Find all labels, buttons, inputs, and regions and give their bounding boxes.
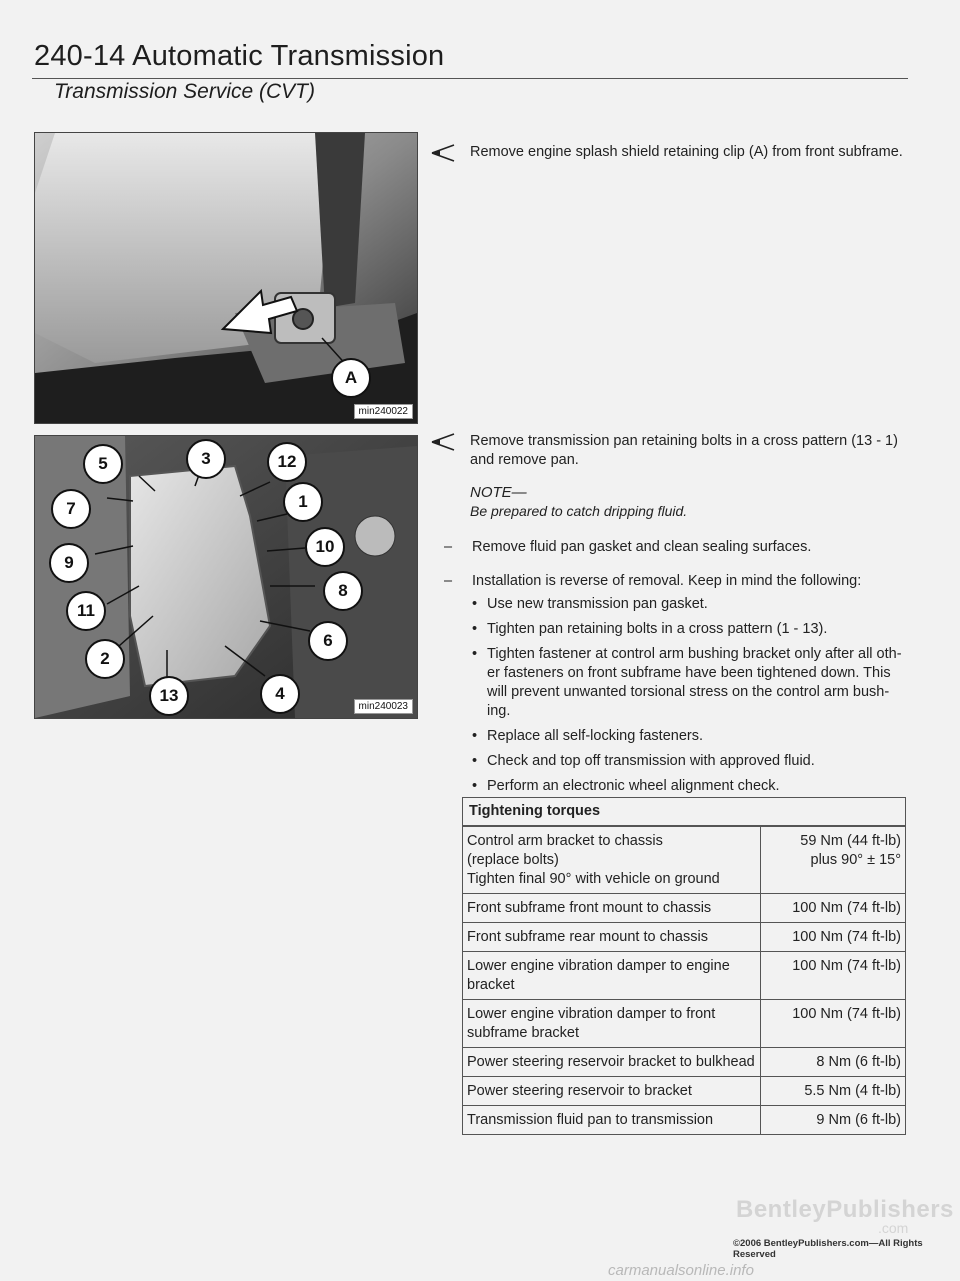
torque-item: Lower engine vibration damper to engine bracket (463, 952, 761, 1000)
torque-value: 5.5 Nm (4 ft-lb) (761, 1077, 906, 1106)
step-text: Remove engine splash shield retaining clip (A) from front subframe. (470, 144, 903, 160)
callout-label: 7 (51, 489, 91, 529)
section-subtitle: Transmission Service (CVT) (54, 80, 315, 103)
callout-label: 5 (83, 444, 123, 484)
callout-label: 12 (267, 442, 307, 482)
step-remove-pan-bolts (430, 432, 910, 470)
torque-value: 100 Nm (74 ft-lb) (761, 923, 906, 952)
callout-label: A (331, 358, 371, 398)
callout-label: 11 (66, 591, 106, 631)
list-item: • Use new transmission pan gasket. (470, 595, 910, 614)
list-item: • Check and top off transmission with approved fluid. (470, 752, 910, 771)
table-caption: Tightening torques (463, 798, 906, 827)
torque-item: Power steering reservoir to bracket (463, 1077, 761, 1106)
pointer-arrow-icon (430, 433, 458, 451)
dash-step-installation: – Installation is reverse of removal. Keep in mind the following: (444, 573, 862, 589)
note-heading: NOTE— (470, 484, 527, 501)
torque-value: 100 Nm (74 ft-lb) (761, 1000, 906, 1048)
table-row (463, 894, 906, 923)
callout-label: 2 (85, 639, 125, 679)
torque-value: 59 Nm (44 ft-lb) plus 90° ± 15° (761, 826, 906, 894)
table-row (463, 1106, 906, 1135)
torque-value: 100 Nm (74 ft-lb) (761, 894, 906, 923)
torque-item: Lower engine vibration damper to front subframe bracket (463, 1000, 761, 1048)
list-item: • Tighten fastener at control arm bushing bracket only after all oth- er fasteners on front subframe have been tightened down. This will prevent unwanted torsional stress on the control arm bush- ing. (470, 645, 910, 721)
transmission-pan-photo (34, 435, 418, 719)
installation-bullet-list (470, 595, 910, 802)
dash-marker: – (444, 573, 453, 589)
dash-marker: – (444, 539, 453, 555)
torque-value: 8 Nm (6 ft-lb) (761, 1048, 906, 1077)
header-divider (32, 78, 908, 79)
torque-item: Power steering reservoir bracket to bulkhead (463, 1048, 761, 1077)
table-row (463, 1000, 906, 1048)
table-row (463, 826, 906, 894)
callout-label: 8 (323, 571, 363, 611)
callout-label: 4 (260, 674, 300, 714)
callout-label: 10 (305, 527, 345, 567)
callout-label: 3 (186, 439, 226, 479)
list-item: • Replace all self-locking fasteners. (470, 727, 910, 746)
step-remove-splash-clip (430, 143, 910, 162)
table-row (463, 923, 906, 952)
callout-label: 6 (308, 621, 348, 661)
callout-label: 13 (149, 676, 189, 716)
torque-item: Front subframe front mount to chassis (463, 894, 761, 923)
note-body: Be prepared to catch dripping fluid. (470, 503, 688, 519)
figure-id: min240022 (354, 404, 413, 419)
dash-step-remove-gasket: – Remove fluid pan gasket and clean sealing surfaces. (444, 539, 812, 555)
table-row (463, 952, 906, 1000)
torque-value: 9 Nm (6 ft-lb) (761, 1106, 906, 1135)
publisher-logo-suffix: .com (878, 1220, 909, 1236)
pointer-arrow-icon (430, 144, 458, 162)
list-item: • Tighten pan retaining bolts in a cross pattern (1 - 13). (470, 620, 910, 639)
list-item: • Perform an electronic wheel alignment check. (470, 777, 910, 796)
torque-item: Control arm bracket to chassis (replace bolts) Tighten final 90° with vehicle on ground (463, 826, 761, 894)
page-title: 240-14 Automatic Transmission (34, 40, 445, 72)
torque-item: Transmission fluid pan to transmission (463, 1106, 761, 1135)
tightening-torques-table (462, 797, 906, 1135)
table-row (463, 1048, 906, 1077)
step-text: Remove transmission pan retaining bolts in a cross pattern (13 - 1) and remove pan. (470, 433, 898, 468)
torque-value: 100 Nm (74 ft-lb) (761, 952, 906, 1000)
copyright-notice: ©2006 BentleyPublishers.com—All Rights Reserved (733, 1238, 923, 1260)
figure-id: min240023 (354, 699, 413, 714)
callout-label: 9 (49, 543, 89, 583)
table-row (463, 1077, 906, 1106)
torque-item: Front subframe rear mount to chassis (463, 923, 761, 952)
splash-shield-photo (34, 132, 418, 424)
publisher-logo: BentleyPublishers (736, 1196, 954, 1223)
callout-label: 1 (283, 482, 323, 522)
watermark: carmanualsonline.info (608, 1262, 754, 1279)
